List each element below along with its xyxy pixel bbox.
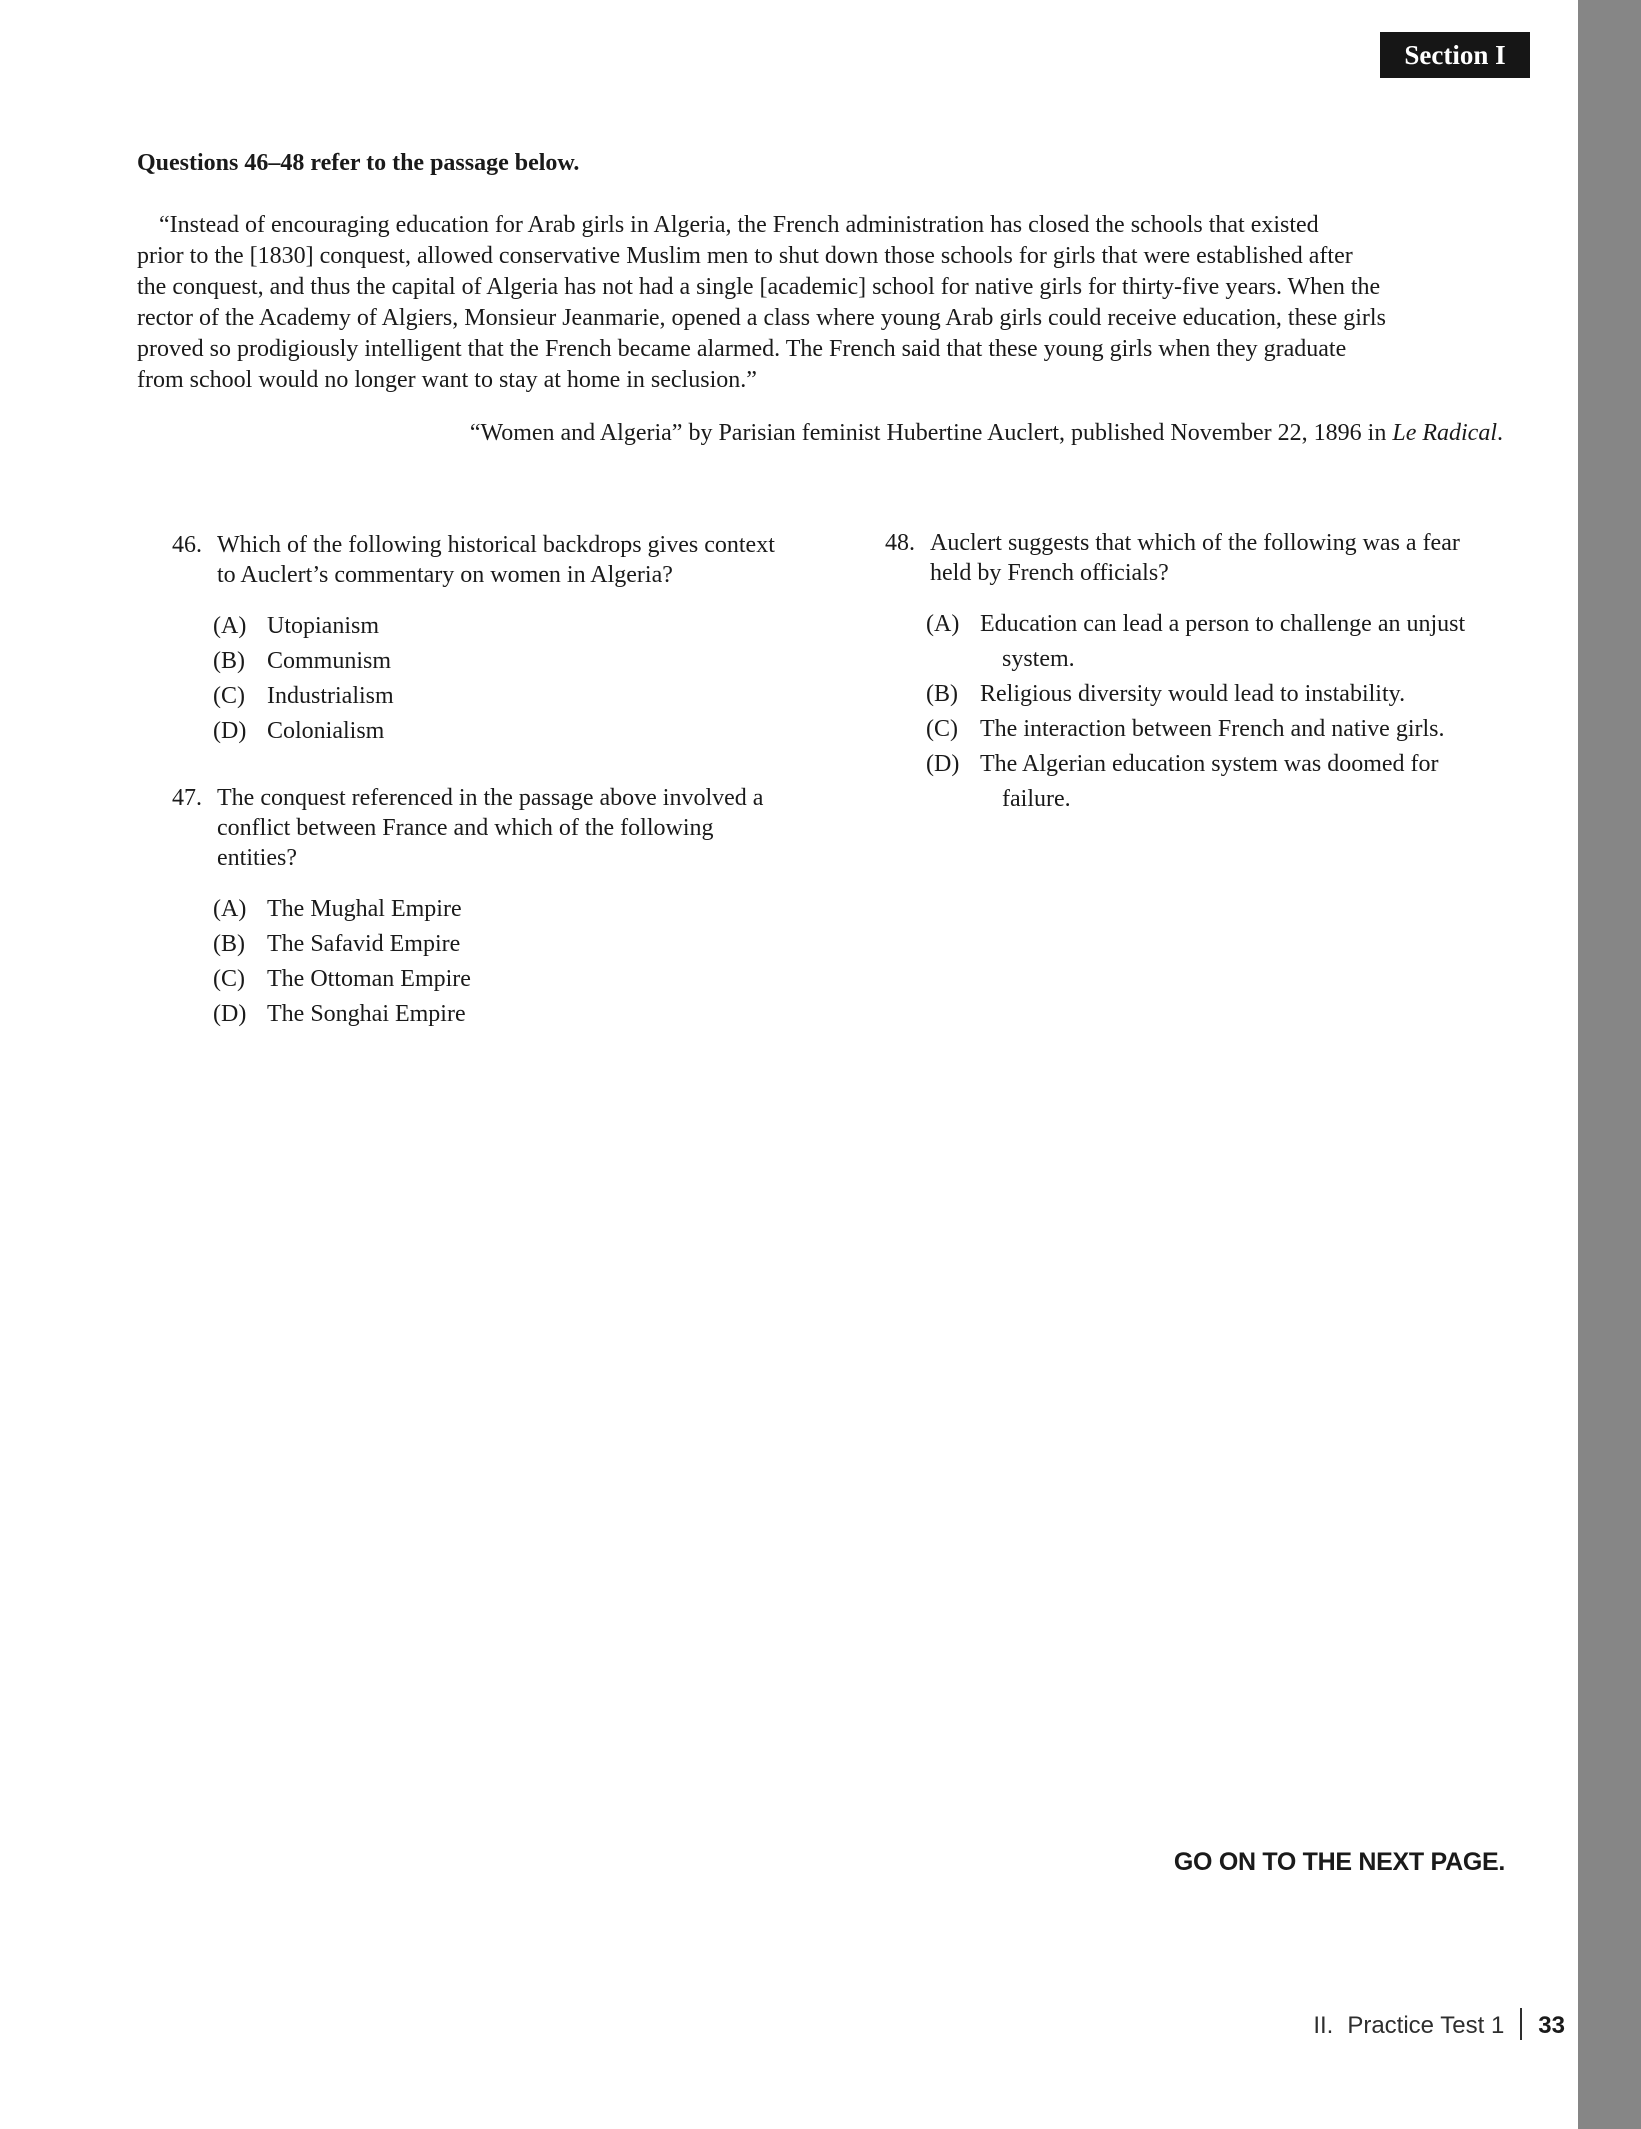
option-46-b xyxy=(213,644,852,679)
option-text: The Safavid Empire xyxy=(267,931,461,957)
option-48-b xyxy=(926,677,1545,712)
question-column-left xyxy=(172,530,852,1032)
question-stem-text: Which of the following historical backdrops gives context xyxy=(217,532,775,558)
option-text: Communism xyxy=(267,648,392,674)
option-text: The Ottoman Empire xyxy=(267,966,471,992)
option-letter: (A) xyxy=(926,611,960,637)
option-letter: (C) xyxy=(213,966,245,992)
option-text: Colonialism xyxy=(267,718,385,744)
option-letter: (D) xyxy=(926,751,960,777)
question-number: 47. xyxy=(172,785,202,811)
option-47-a xyxy=(213,892,852,927)
passage-line: “Instead of encouraging education for Arab girls in Algeria, the French administration has closed the schools that existed xyxy=(159,212,1319,238)
option-text: Religious diversity would lead to instability. xyxy=(980,681,1406,707)
option-letter: (D) xyxy=(213,718,247,744)
option-text: The Songhai Empire xyxy=(267,1001,466,1027)
attribution-source-title: Le Radical xyxy=(1392,420,1497,446)
option-46-d xyxy=(213,714,852,749)
footer-book-section: II. xyxy=(1313,2012,1334,2039)
option-letter: (B) xyxy=(926,681,958,707)
question-stem-line xyxy=(172,783,852,813)
option-48-a xyxy=(926,607,1545,642)
passage-line: rector of the Academy of Algiers, Monsieur Jeanmarie, opened a class where young Arab girls could receive education, these girls xyxy=(137,305,1386,331)
options-list xyxy=(172,892,852,1032)
passage-line: proved so prodigiously intelligent that the French became alarmed. The French said that these young girls when they graduate xyxy=(137,336,1347,362)
question-48 xyxy=(885,528,1545,817)
section-badge xyxy=(1380,32,1530,78)
passage-line: prior to the [1830] conquest, allowed conservative Muslim men to shut down those schools for girls that were established after xyxy=(137,243,1353,269)
go-on-instruction: GO ON TO THE NEXT PAGE. xyxy=(1173,1848,1505,1876)
options-list xyxy=(172,609,852,749)
attribution-period: . xyxy=(1497,420,1503,446)
option-letter: (A) xyxy=(213,613,247,639)
option-text: Utopianism xyxy=(267,613,379,639)
question-stem-line: to Auclert’s commentary on women in Algeria? xyxy=(217,562,673,588)
footer-divider xyxy=(1520,2008,1522,2040)
question-number: 46. xyxy=(172,532,202,558)
question-column-right xyxy=(885,528,1545,817)
option-46-a xyxy=(213,609,852,644)
option-48-d-line2: failure. xyxy=(1002,786,1071,812)
question-stem-line: entities? xyxy=(217,845,297,871)
option-48-d xyxy=(926,747,1545,782)
question-stem-line xyxy=(172,530,852,560)
section-badge-label: Section I xyxy=(1404,39,1506,70)
option-letter: (D) xyxy=(213,1001,247,1027)
question-46 xyxy=(172,530,852,749)
question-stem-line: conflict between France and which of the following xyxy=(217,815,714,841)
question-47 xyxy=(172,783,852,1032)
option-47-b xyxy=(213,927,852,962)
option-letter: (A) xyxy=(213,896,247,922)
passage-attribution xyxy=(137,418,1503,449)
attribution-text: “Women and Algeria” by Parisian feminist Hubertine Auclert, published November 22, 1896 in xyxy=(469,420,1393,446)
option-47-c xyxy=(213,962,852,997)
passage-line: the conquest, and thus the capital of Algeria has not had a single [academic] school for native girls for thirty-five years. When the xyxy=(137,274,1381,300)
option-text: The interaction between French and native girls. xyxy=(980,716,1445,742)
option-text: The Algerian education system was doomed for xyxy=(980,751,1439,777)
option-47-d xyxy=(213,997,852,1032)
option-text: Industrialism xyxy=(267,683,394,709)
option-text: The Mughal Empire xyxy=(267,896,462,922)
passage-directions: Questions 46–48 refer to the passage below. xyxy=(137,150,580,176)
option-letter: (B) xyxy=(213,931,245,957)
question-number: 48. xyxy=(885,530,915,556)
option-48-c xyxy=(926,712,1545,747)
page-edge-bar xyxy=(1578,0,1641,2129)
question-stem-text: Auclert suggests that which of the following was a fear xyxy=(930,530,1460,556)
passage-line: from school would no longer want to stay at home in seclusion.” xyxy=(137,367,757,393)
passage-text xyxy=(137,210,1507,396)
question-stem-line xyxy=(885,528,1545,558)
option-48-a-line2: system. xyxy=(1002,646,1075,672)
footer-page-number: 33 xyxy=(1538,2012,1565,2039)
page-footer xyxy=(1313,2008,1565,2040)
question-stem-text: The conquest referenced in the passage above involved a xyxy=(217,785,764,811)
options-list xyxy=(885,607,1545,817)
option-letter: (B) xyxy=(213,648,245,674)
option-letter: (C) xyxy=(213,683,245,709)
option-46-c xyxy=(213,679,852,714)
option-text: Education can lead a person to challenge an unjust xyxy=(980,611,1466,637)
footer-book-title: Practice Test 1 xyxy=(1347,2012,1505,2039)
question-stem-line: held by French officials? xyxy=(930,560,1169,586)
option-letter: (C) xyxy=(926,716,958,742)
